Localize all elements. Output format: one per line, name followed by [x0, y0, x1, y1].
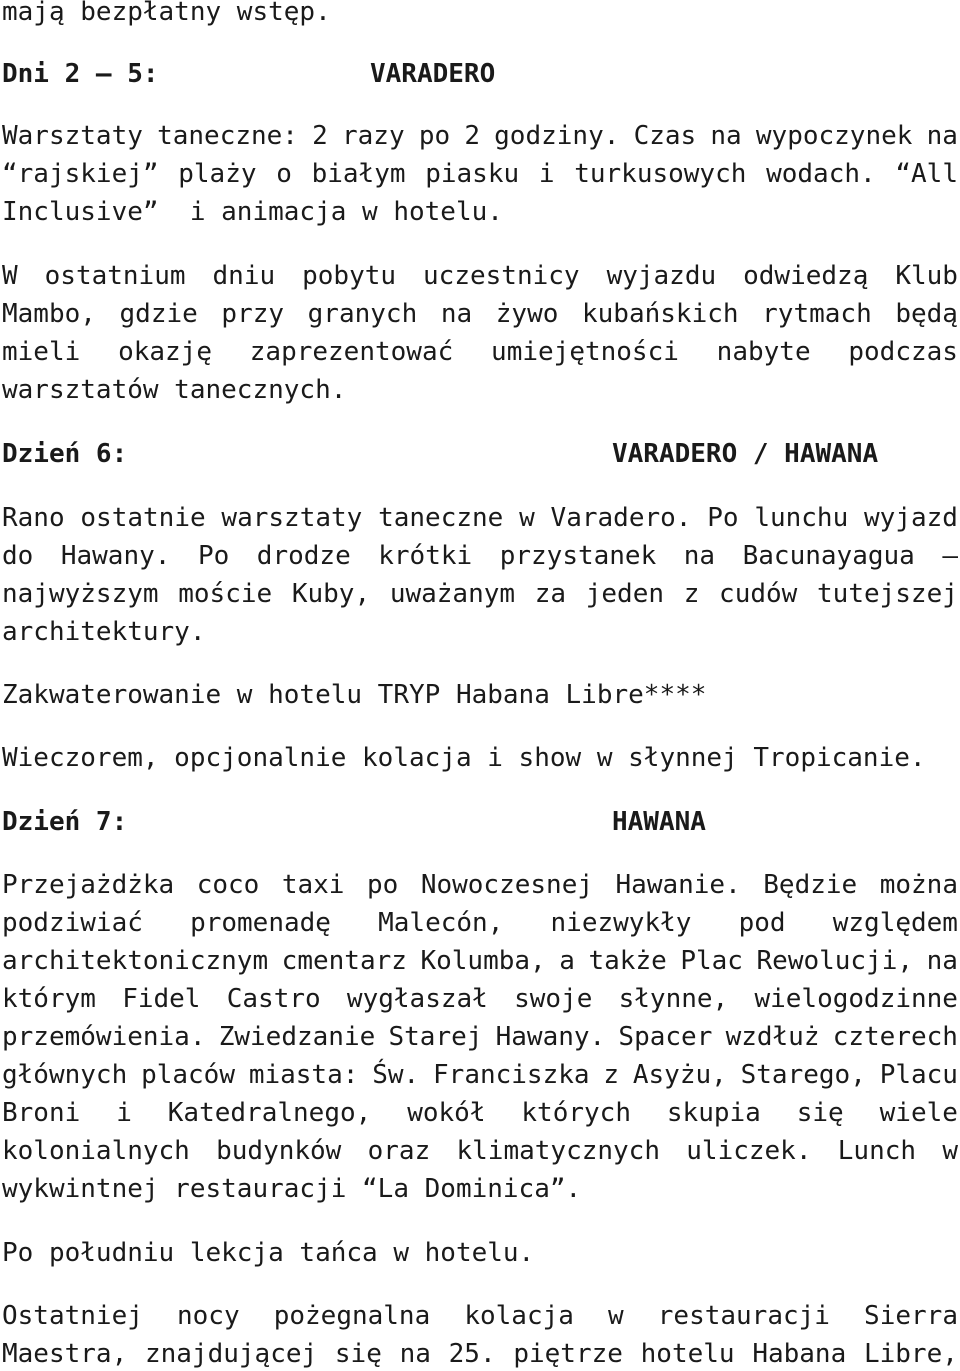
word: Sierra: [864, 1301, 958, 1331]
word: Św.: [372, 1060, 420, 1090]
paragraph-line: [2, 577, 958, 611]
paragraph-line: [2, 1337, 958, 1371]
word: Fidel: [122, 984, 201, 1014]
paragraph-line: wykwintnej restauracji “La Dominica”.: [2, 1174, 582, 1204]
word: Spacer: [618, 1022, 713, 1052]
word: rytmach: [762, 299, 872, 329]
word: oraz: [367, 1136, 431, 1166]
word: kolacja: [464, 1301, 574, 1331]
day-heading-7: [2, 805, 958, 839]
paragraph-line: [2, 1299, 958, 1333]
word: swoje: [514, 984, 593, 1014]
word: uliczek.: [686, 1136, 812, 1166]
day-place: HAWANA: [612, 807, 706, 837]
word: Varadero.: [550, 503, 692, 533]
paragraph-line: [2, 539, 958, 573]
paragraph-line: [2, 297, 958, 331]
word: moście: [178, 579, 273, 609]
hotel-text: Zakwaterowanie w hotelu TRYP Habana Libre****: [2, 680, 707, 710]
afternoon-text: Po południu lekcja tańca w hotelu.: [2, 1238, 535, 1268]
word: coco: [196, 870, 260, 900]
word: piętrze: [513, 1339, 623, 1369]
word: krótki: [378, 541, 473, 571]
word: Czas: [633, 121, 697, 151]
paragraph-line: architektury.: [2, 617, 206, 647]
word: Hawanie.: [615, 870, 741, 900]
word: Hawany.: [495, 1022, 606, 1052]
word: Kolumba,: [420, 946, 546, 976]
paragraph-line: [2, 906, 958, 940]
word: którym: [2, 984, 96, 1014]
word: drodze: [256, 541, 351, 571]
word: będą: [895, 299, 958, 329]
word: 2: [312, 121, 328, 151]
word: ostatnium: [44, 261, 186, 291]
word: architektonicznym: [2, 946, 269, 976]
paragraph-line: warsztatów tanecznych.: [2, 375, 347, 405]
word: po: [418, 121, 451, 151]
word: słynne,: [618, 984, 729, 1014]
word: razy: [342, 121, 405, 151]
word: granych: [307, 299, 418, 329]
word: wokół: [407, 1098, 486, 1128]
word: plaży: [178, 159, 257, 189]
word: a: [559, 946, 575, 976]
word: o: [276, 159, 292, 189]
word: na: [926, 121, 958, 151]
word: można: [879, 870, 958, 900]
word: Przejażdżka: [2, 870, 175, 900]
word: Rano: [2, 503, 65, 533]
word: do: [2, 541, 34, 571]
word: na: [683, 541, 716, 571]
word: cudów: [719, 579, 798, 609]
word: kubańskich: [582, 299, 739, 329]
word: wypoczynek: [755, 121, 913, 151]
word: czterech: [832, 1022, 958, 1052]
word: promenadę: [190, 908, 331, 938]
paragraph-line: [2, 1134, 958, 1168]
word: żywo: [495, 299, 559, 329]
word: z: [603, 1060, 620, 1090]
word: Malecón,: [378, 908, 504, 938]
word: Będzie: [763, 870, 858, 900]
word: Warsztaty: [2, 121, 143, 151]
word: pobytu: [302, 261, 397, 291]
word: jeden: [585, 579, 665, 609]
word: na: [710, 121, 742, 151]
word: Mambo,: [2, 299, 96, 329]
word: Hawany.: [60, 541, 171, 571]
word: których: [521, 1098, 631, 1128]
word: przemówienia.: [2, 1022, 206, 1052]
word: “All: [895, 159, 958, 189]
word: pożegnalna: [273, 1301, 431, 1331]
word: i: [116, 1098, 132, 1128]
paragraph-line: [2, 259, 958, 293]
word: w: [608, 1301, 624, 1331]
word: turkusowych: [574, 159, 747, 189]
word: kolonialnych: [2, 1136, 190, 1166]
word: podczas: [848, 337, 958, 367]
word: odwiedzą: [743, 261, 869, 291]
word: nabyte: [716, 337, 811, 367]
day-label: Dni 2 – 5:: [2, 59, 159, 89]
word: wyjazd: [864, 503, 958, 533]
word: Po: [197, 541, 230, 571]
word: taxi: [281, 870, 345, 900]
word: w: [942, 1136, 958, 1166]
word: znajdującej: [144, 1339, 318, 1369]
paragraph-line: [2, 119, 958, 153]
paragraph-line: [2, 1020, 958, 1054]
word: i: [538, 159, 555, 189]
word: Franciszka: [433, 1060, 590, 1090]
word: –: [942, 541, 958, 571]
word: Nowoczesnej: [420, 870, 593, 900]
word: Lunch: [837, 1136, 917, 1166]
word: za: [534, 579, 567, 609]
word: budynków: [216, 1136, 342, 1166]
word: Ostatniej: [2, 1301, 143, 1331]
word: miasta:: [248, 1060, 359, 1090]
word: na: [440, 299, 473, 329]
word: Starej: [388, 1022, 483, 1052]
paragraph-line: [2, 335, 958, 369]
word: lunchu: [754, 503, 849, 533]
word: Katedralnego,: [167, 1098, 372, 1128]
word: wiele: [879, 1098, 958, 1128]
word: taneczne: [378, 503, 504, 533]
word: przystanek: [499, 541, 657, 571]
word: cmentarz: [281, 946, 407, 976]
word: klimatycznych: [456, 1136, 660, 1166]
word: wodach.: [766, 159, 876, 189]
word: Libre,: [863, 1339, 958, 1369]
day-label: Dzień 6:: [2, 439, 128, 469]
word: 2: [464, 121, 480, 151]
word: dniu: [212, 261, 276, 291]
word: ostatnie: [80, 503, 206, 533]
word: pod: [738, 908, 786, 938]
word: umiejętności: [491, 337, 679, 367]
word: względem: [832, 908, 958, 938]
word: piasku: [425, 159, 520, 189]
word: uważanym: [389, 579, 516, 609]
word: restauracji: [657, 1301, 830, 1331]
word: hotelu: [640, 1339, 735, 1369]
paragraph-line: [2, 501, 958, 535]
word: zaprezentować: [249, 337, 454, 367]
word: Starego,: [740, 1060, 866, 1090]
word: Placu: [879, 1060, 958, 1090]
paragraph-line: [2, 982, 958, 1016]
word: godziny.: [494, 121, 620, 151]
word: się: [334, 1339, 382, 1369]
word: przy: [221, 299, 285, 329]
day-heading-6: [2, 437, 958, 471]
word: warsztaty: [221, 503, 363, 533]
day-heading-2-5: [2, 57, 958, 91]
word: w: [519, 503, 535, 533]
word: podziwiać: [2, 908, 143, 938]
word: po: [366, 870, 399, 900]
word: nocy: [176, 1301, 240, 1331]
word: placów: [141, 1060, 235, 1090]
word: mieli: [2, 337, 81, 367]
word: okazję: [118, 337, 212, 367]
word: skupia: [666, 1098, 761, 1128]
paragraph-line: [2, 1058, 958, 1092]
word: najwyższym: [2, 579, 159, 609]
word: niezwykły: [550, 908, 692, 938]
word: tutejszej: [817, 579, 958, 609]
word: Klub: [895, 261, 958, 291]
word: wygłaszał: [346, 984, 488, 1014]
word: Maestra,: [2, 1339, 128, 1369]
evening-text: Wieczorem, opcjonalnie kolacja i show w słynnej Tropicanie.: [2, 743, 926, 773]
word: Bacunayagua: [742, 541, 915, 571]
word: W: [2, 261, 18, 291]
word: na: [399, 1339, 431, 1369]
paragraph-line: [2, 868, 958, 902]
word: 25.: [448, 1339, 496, 1369]
word: Castro: [226, 984, 321, 1014]
paragraph-line: [2, 944, 958, 978]
word: Rewolucji,: [756, 946, 914, 976]
word: Broni: [2, 1098, 81, 1128]
word: Zwiedzanie: [218, 1022, 376, 1052]
word: z: [683, 579, 700, 609]
intro-text: mają bezpłatny wstęp.: [2, 0, 331, 27]
word: wzdłuż: [725, 1022, 820, 1052]
word: “rajskiej”: [2, 159, 159, 189]
day-place: VARADERO / HAWANA: [612, 439, 879, 469]
day-place: VARADERO: [370, 59, 496, 89]
word: wielogodzinne: [754, 984, 958, 1014]
word: Plac: [680, 946, 743, 976]
day-label: Dzień 7:: [2, 807, 128, 837]
word: Habana: [752, 1339, 847, 1369]
word: Kuby,: [291, 579, 371, 609]
paragraph-line: [2, 1096, 958, 1130]
word: także: [588, 946, 667, 976]
word: Asyżu,: [632, 1060, 727, 1090]
word: wyjazdu: [606, 261, 717, 291]
word: białym: [311, 159, 406, 189]
word: głównych: [2, 1060, 128, 1090]
paragraph-line: Inclusive” i animacja w hotelu.: [2, 197, 503, 227]
paragraph-line: [2, 157, 958, 191]
word: gdzie: [119, 299, 198, 329]
word: Po: [707, 503, 739, 533]
word: taneczne:: [157, 121, 298, 151]
word: uczestnicy: [423, 261, 580, 291]
word: na: [926, 946, 958, 976]
word: się: [796, 1098, 844, 1128]
